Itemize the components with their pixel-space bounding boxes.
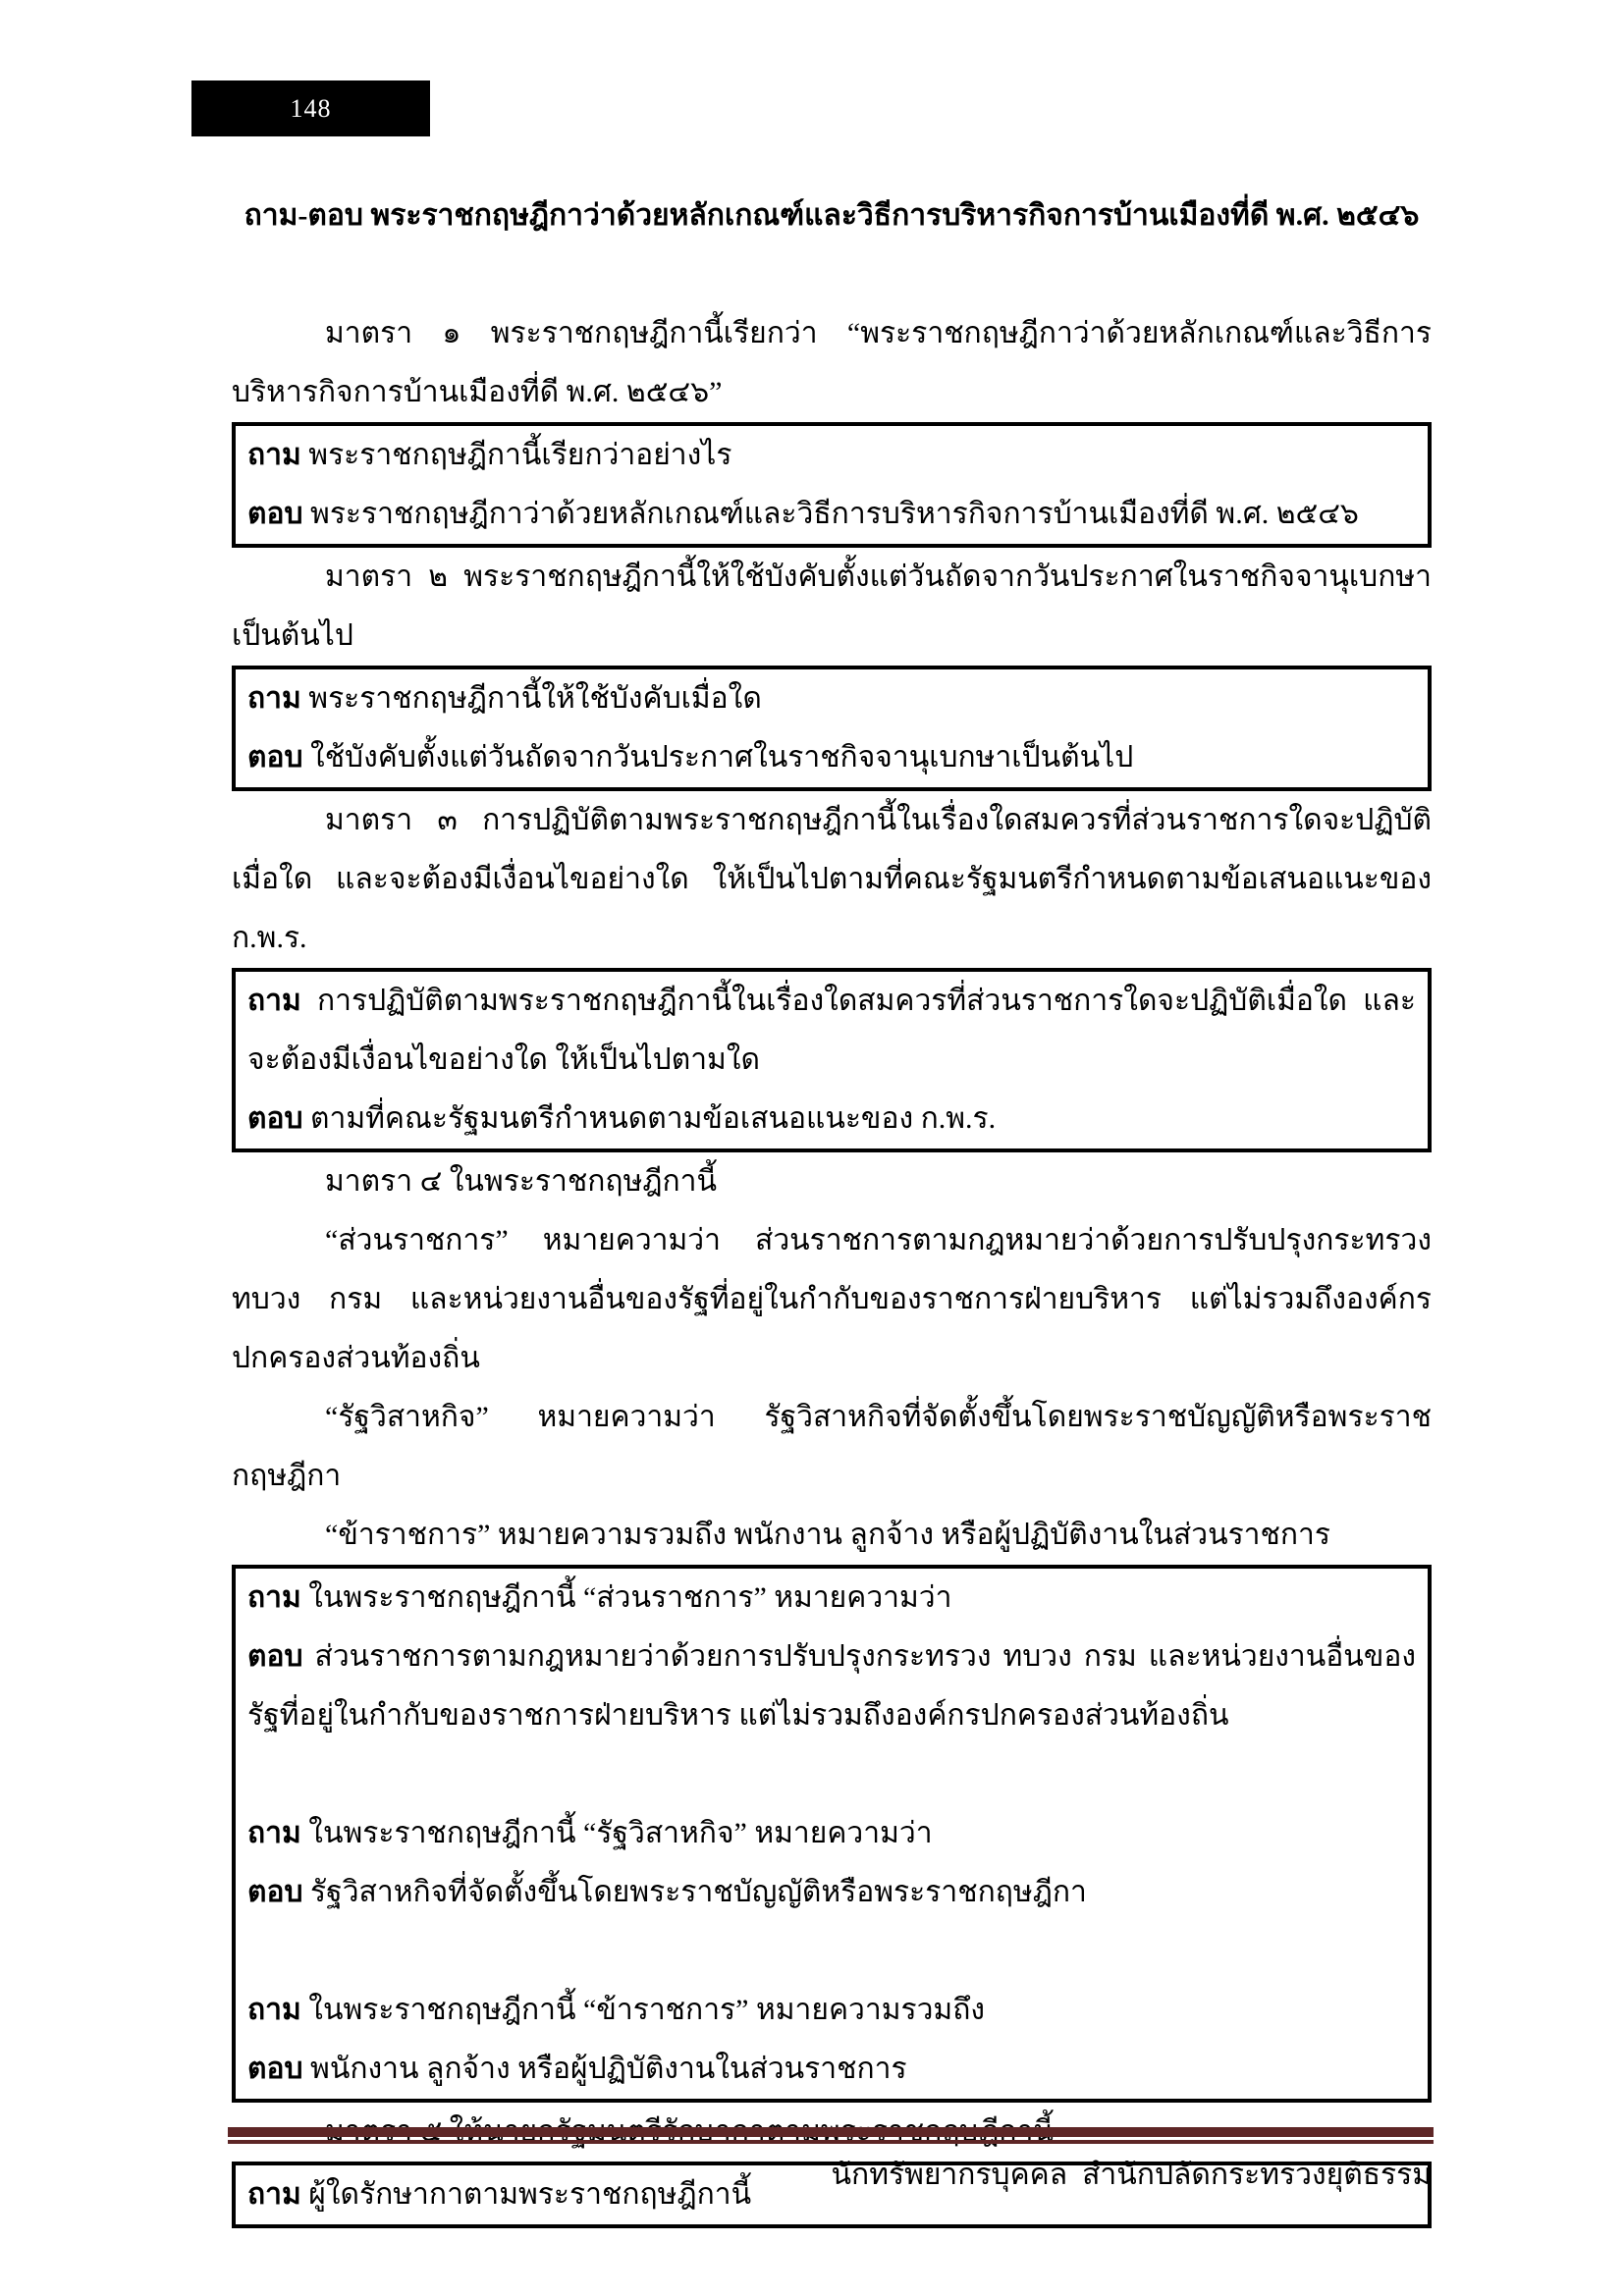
question-label: ถาม <box>247 985 301 1017</box>
qa-gap <box>247 1922 1416 1981</box>
qa-box <box>232 1565 1432 2103</box>
qa-gap <box>247 1745 1416 1804</box>
page-title: ถาม-ตอบ พระราชกฤษฎีกาว่าด้วยหลักเกณฑ์และวิธีการบริหารกิจการบ้านเมืองที่ดี พ.ศ. ๒๕๔๖ <box>244 199 1420 232</box>
paragraph: มาตรา ๔ ในพระราชกฤษฎีกานี้ <box>325 1165 718 1198</box>
question-line: ถาม ในพระราชกฤษฎีกานี้ “ข้าราชการ” หมายความรวมถึง <box>247 1994 986 2026</box>
answer-label: ตอบ <box>247 1876 303 1908</box>
page-number-box <box>191 80 430 136</box>
answer-label: ตอบ <box>247 498 303 530</box>
question-label: ถาม <box>247 682 301 715</box>
answer-line: ตอบ พนักงาน ลูกจ้าง หรือผู้ปฏิบัติงานในส่วนราชการ <box>247 2053 907 2085</box>
footer-text: นักทรัพยากรบุคคล สำนักปลัดกระทรวงยุติธรรม <box>831 2159 1432 2191</box>
answer-label: ตอบ <box>247 2053 303 2085</box>
content-area <box>232 187 1432 2228</box>
footer-rule <box>228 2127 1434 2144</box>
question-label: ถาม <box>247 439 301 471</box>
paragraph: มาตรา ๑ พระราชกฤษฎีกานี้เรียกว่า “พระราชกฤษฎีกาว่าด้วยหลักเกณฑ์และวิธีการบริหารกิจการบ้านเมืองที่ดี พ.ศ. ๒๕๔๖” <box>232 317 1432 408</box>
answer-line: ตอบ รัฐวิสาหกิจที่จัดตั้งขึ้นโดยพระราชบัญญัติหรือพระราชกฤษฎีกา <box>247 1876 1087 1908</box>
answer-line: ตอบ พระราชกฤษฎีกาว่าด้วยหลักเกณฑ์และวิธีการบริหารกิจการบ้านเมืองที่ดี พ.ศ. ๒๕๔๖ <box>247 498 1359 530</box>
paragraph: “ข้าราชการ” หมายความรวมถึง พนักงาน ลูกจ้าง หรือผู้ปฏิบัติงานในส่วนราชการ <box>325 1519 1331 1551</box>
paragraph: มาตรา ๓ การปฏิบัติตามพระราชกฤษฎีกานี้ในเรื่องใดสมควรที่ส่วนราชการใดจะปฏิบัติเมื่อใด และจะต้องมีเงื่อนไขอย่างใด ให้เป็นไปตามที่คณะรัฐมนตรีกำหนดตามข้อเสนอแนะของ ก.พ.ร. <box>232 804 1432 954</box>
question-line: ถาม ในพระราชกฤษฎีกานี้ “ส่วนราชการ” หมายความว่า <box>247 1581 952 1614</box>
question-line: ถาม ในพระราชกฤษฎีกานี้ “รัฐวิสาหกิจ” หมายความว่า <box>247 1817 933 1849</box>
question-label: ถาม <box>247 1581 301 1614</box>
question-label: ถาม <box>247 1994 301 2026</box>
paragraph: “รัฐวิสาหกิจ” หมายความว่า รัฐวิสาหกิจที่จัดตั้งขึ้นโดยพระราชบัญญัติหรือพระราชกฤษฎีกา <box>232 1401 1432 1492</box>
qa-box <box>232 666 1432 791</box>
paragraph: “ส่วนราชการ” หมายความว่า ส่วนราชการตามกฎหมายว่าด้วยการปรับปรุงกระทรวง ทบวง กรม และหน่วยงานอื่นของรัฐที่อยู่ในกำกับของราชการฝ่ายบริหาร แต่ไม่รวมถึงองค์กรปกครองส่วนท้องถิ่น <box>232 1224 1432 1374</box>
question-label: ถาม <box>247 1817 301 1849</box>
page-number: 148 <box>290 93 332 123</box>
answer-label: ตอบ <box>247 1102 303 1135</box>
answer-line: ตอบ ส่วนราชการตามกฎหมายว่าด้วยการปรับปรุงกระทรวง ทบวง กรม และหน่วยงานอื่นของรัฐที่อยู่ในกำกับของราชการฝ่ายบริหาร แต่ไม่รวมถึงองค์กรปกครองส่วนท้องถิ่น <box>247 1640 1416 1732</box>
footer-rule-thin <box>228 2140 1434 2144</box>
qa-box <box>232 968 1432 1152</box>
answer-label: ตอบ <box>247 1640 303 1673</box>
answer-line: ตอบ ตามที่คณะรัฐมนตรีกำหนดตามข้อเสนอแนะของ ก.พ.ร. <box>247 1102 997 1135</box>
footer-rule-thick <box>228 2127 1434 2137</box>
qa-box <box>232 422 1432 548</box>
answer-label: ตอบ <box>247 741 303 774</box>
paragraph: มาตรา ๒ พระราชกฤษฎีกานี้ให้ใช้บังคับตั้งแต่วันถัดจากวันประกาศในราชกิจจานุเบกษาเป็นต้นไป <box>232 561 1432 652</box>
question-line: ถาม พระราชกฤษฎีกานี้เรียกว่าอย่างไร <box>247 439 732 471</box>
question-line: ถาม พระราชกฤษฎีกานี้ให้ใช้บังคับเมื่อใด <box>247 682 762 715</box>
question-label: ถาม <box>247 2178 301 2211</box>
question-line: ถาม ผู้ใดรักษากาตามพระราชกฤษฎีกานี้ <box>247 2178 752 2211</box>
question-line: ถาม การปฏิบัติตามพระราชกฤษฎีกานี้ในเรื่องใดสมควรที่ส่วนราชการใดจะปฏิบัติเมื่อใด และจะต้องมีเงื่อนไขอย่างใด ให้เป็นไปตามใด <box>247 985 1416 1076</box>
answer-line: ตอบ ใช้บังคับตั้งแต่วันถัดจากวันประกาศในราชกิจจานุเบกษาเป็นต้นไป <box>247 741 1134 774</box>
